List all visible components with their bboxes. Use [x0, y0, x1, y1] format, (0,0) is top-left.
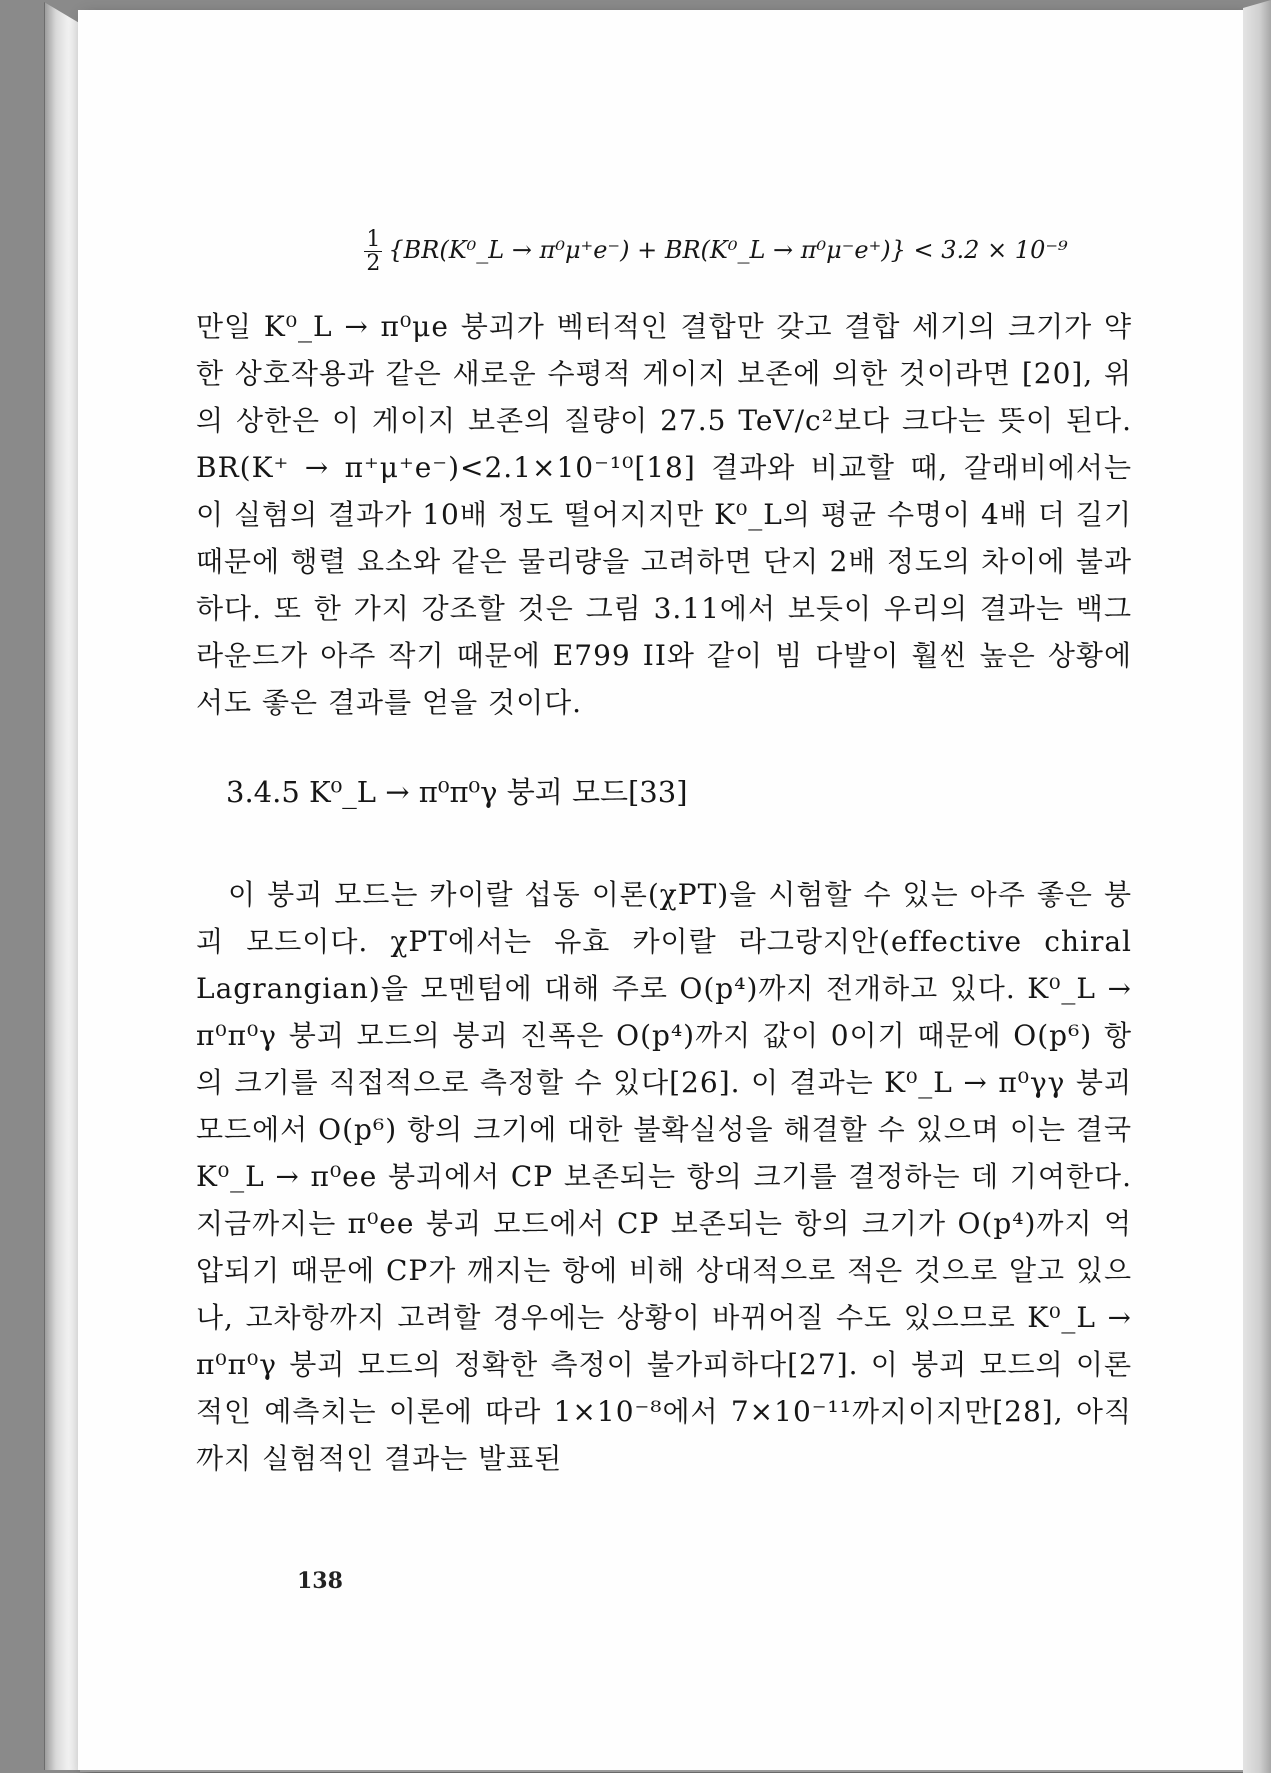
equation-fraction	[364, 228, 382, 275]
book-right-edge	[1243, 0, 1271, 1773]
equation-body: {BR(K⁰_L → π⁰μ⁺e⁻) + BR(K⁰_L → π⁰μ⁻e⁺)} < 3.2 × 10⁻⁹	[388, 236, 1068, 265]
page-number: 138	[297, 1568, 343, 1594]
page-content	[196, 228, 1132, 1482]
section-heading: 3.4.5 K⁰_L → π⁰π⁰γ 붕괴 모드[33]	[226, 775, 688, 810]
book-left-edge	[44, 2, 81, 1770]
equation-numerator: 1	[366, 227, 381, 252]
paragraph-2: 이 붕괴 모드는 카이랄 섭동 이론(χPT)을 시험할 수 있는 아주 좋은 붕괴 모드이다. χPT에서는 유효 카이랄 라그랑지안(effective chiral Lagrangian)을 모멘텀에 대해 주로 O(p⁴)까지 전개하고 있다. K⁰_L → π⁰π⁰γ 붕괴 모드의 붕괴 진폭은 O(p⁴)까지 값이 0이기 때문에 O(p⁶) 항의 크기를 직접적으로 측정할 수 있다[26]. 이 결과는 K⁰_L → π⁰γγ 붕괴 모드에서 O(p⁶) 항의 크기에 대한 불확실성을 해결할 수 있으며 이는 결국 K⁰_L → π⁰ee 붕괴에서 CP 보존되는 항의 크기를 결정하는 데 기여한다. 지금까지는 π⁰ee 붕괴 모드에서 CP 보존되는 항의 크기가 O(p⁴)까지 억압되기 때문에 CP가 깨지는 항에 비해 상대적으로 적은 것으로 알고 있으나, 고차항까지 고려할 경우에는 상황이 바뀌어질 수도 있으므로 K⁰_L → π⁰π⁰γ 붕괴 모드의 정확한 측정이 불가피하다[27]. 이 붕괴 모드의 이론적인 예측치는 이론에 따라 1×10⁻⁸에서 7×10⁻¹¹까지이지만[28], 아직까지 실험적인 결과는 발표된	[196, 878, 1132, 1476]
equation	[356, 228, 1076, 275]
equation-denominator: 2	[366, 251, 381, 277]
paragraph-1: 만일 K⁰_L → π⁰μe 붕괴가 벡터적인 결합만 갖고 결합 세기의 크기가 약한 상호작용과 같은 새로운 수평적 게이지 보존에 의한 것이라면 [20], 위의 상한은 이 게이지 보존의 질량이 27.5 TeV/c²보다 크다는 뜻이 된다. BR(K⁺ → π⁺μ⁺e⁻)<2.1×10⁻¹⁰[18] 결과와 비교할 때, 갈래비에서는 이 실험의 결과가 10배 정도 떨어지지만 K⁰_L의 평균 수명이 4배 더 길기 때문에 행렬 요소와 같은 물리량을 고려하면 단지 2배 정도의 차이에 불과하다. 또 한 가지 강조할 것은 그림 3.11에서 보듯이 우리의 결과는 백그라운드가 아주 작기 때문에 E799 II와 같이 빔 다발이 훨씬 높은 상황에서도 좋은 결과를 얻을 것이다.	[196, 310, 1132, 720]
